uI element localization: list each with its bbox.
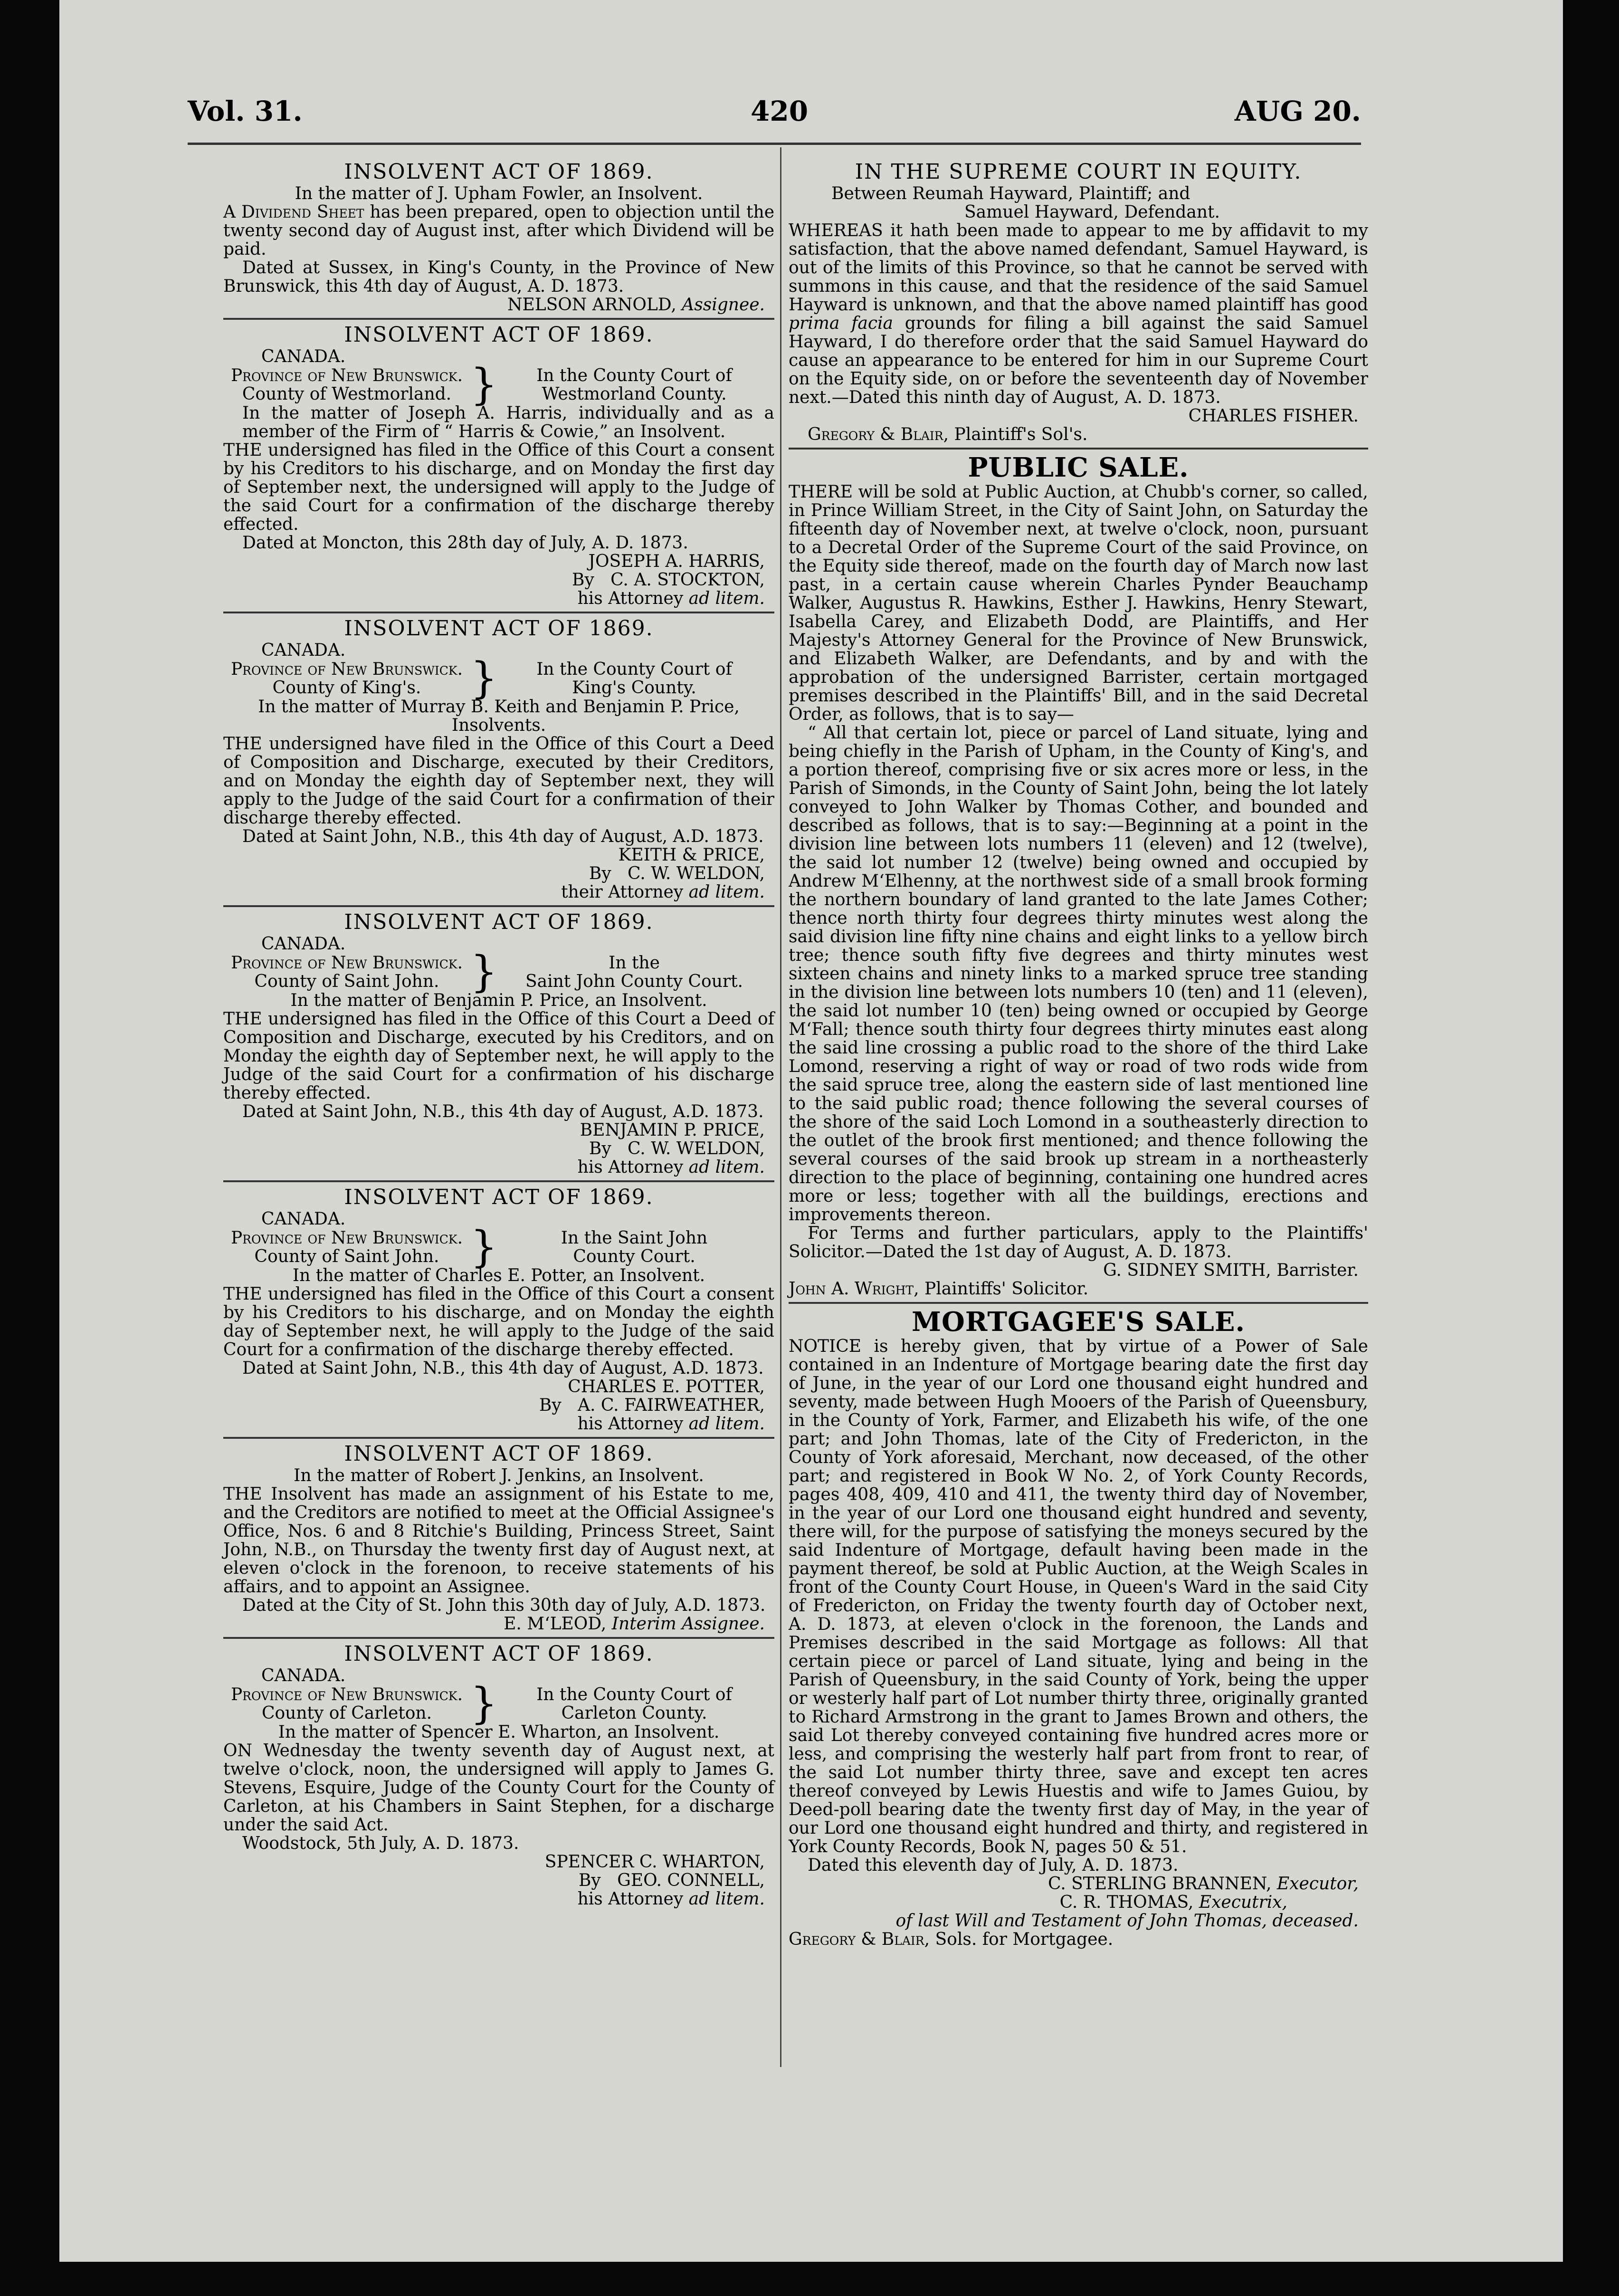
attorney-role: their Attorney	[561, 882, 684, 902]
insolvent-notice-price	[223, 907, 774, 1182]
notice-signer: BENJAMIN P. PRICE,	[580, 1120, 765, 1140]
notice-solicitor	[789, 1280, 1368, 1298]
attorney-name: C. W. WELDON,	[628, 1139, 765, 1158]
notice-matter: In the matter of Joseph A. Harris, individually and as a member of the Firm of “ Harris & Cowie,” an Insolvent.	[242, 403, 774, 441]
notice-body: THE undersigned has filed in the Office of this Court a consent by his Creditors to his discharge, and on Monday the first day of September next, the undersigned will apply to the Judge of the said Court for a confirmation of the discharge thereby effected.	[223, 440, 774, 534]
notice-attorney	[223, 571, 774, 589]
will-line: of last Will and Testament of John Thomas, deceased.	[895, 1911, 1359, 1931]
page-number: 420	[751, 95, 809, 127]
attorney-role: his Attorney	[577, 1158, 684, 1177]
court-line-2: Carleton County.	[561, 1703, 707, 1723]
notice-title: INSOLVENT ACT OF 1869.	[344, 1442, 654, 1466]
executrix-role: Executrix,	[1199, 1893, 1287, 1912]
notice-dated: Dated at Sussex, in King's County, in the Province of New Brunswick, this 4th day of August, A. D. 1873.	[223, 258, 774, 296]
court-line-2: County Court.	[573, 1247, 695, 1266]
attorney-name: GEO. CONNELL,	[617, 1871, 765, 1890]
solicitor-firm: Gregory & Blair,	[808, 425, 949, 444]
notice-signer: KEITH & PRICE,	[618, 845, 765, 865]
notice-signer	[223, 296, 774, 314]
notice-body: THE Insolvent has made an assignment of his Estate to me, and the Creditors are notified to meet at the Official Assignee's Office, Nos. 6 and 8 Ritchie's Building, Princess Street, Saint John, N.B., on Thursday the twenty first day of August next, at eleven o'clock in the forenoon, to receive statements of his affairs, and to appoint an Assignee.	[223, 1484, 774, 1597]
ad-litem: ad litem.	[688, 1414, 765, 1434]
notice-canada: CANADA.	[261, 347, 346, 366]
by-label: By	[539, 1396, 562, 1415]
attorney-name: C. A. STOCKTON,	[610, 570, 765, 590]
notice-title: INSOLVENT ACT OF 1869.	[344, 616, 654, 641]
solicitor-firm: Gregory & Blair,	[789, 1930, 930, 1949]
insolvent-notice-fowler	[223, 157, 774, 320]
executrix-line	[789, 1893, 1368, 1912]
body-part-a: WHEREAS it hath been made to appear to me by affidavit to my satisfaction, that the above named defendant, Samuel Hayward, is out of the limits of this Province, so that he cannot be served with summons in this cause, and that the residence of the said Samuel Hayward is unknown, and that the above named plaintiff has good	[789, 221, 1368, 315]
notice-attorney-role	[223, 1158, 774, 1177]
notice-title: MORTGAGEE'S SALE.	[912, 1306, 1245, 1338]
insolvent-notice-potter	[223, 1182, 774, 1439]
court-line-1: In the County Court of	[536, 660, 732, 679]
header-rule	[188, 143, 1361, 145]
notice-title: INSOLVENT ACT OF 1869.	[344, 910, 654, 934]
solicitor-role: Sols. for Mortgagee.	[930, 1930, 1114, 1949]
solicitor-role: Plaintiffs' Solicitor.	[919, 1279, 1089, 1299]
court-line-1: In the County Court of	[536, 1685, 732, 1704]
notice-terms: For Terms and further particulars, apply to the Plaintiffs' Solicitor.—Dated the 1st day of August, A. D. 1873.	[789, 1224, 1368, 1262]
attorney-role: his Attorney	[577, 1414, 684, 1434]
county-line: County of Carleton.	[261, 1703, 432, 1723]
province-line: Province of New Brunswick.	[230, 1228, 463, 1248]
notice-attorney	[223, 864, 774, 883]
volume-label: Vol. 31.	[188, 95, 303, 127]
by-label: By	[589, 1139, 611, 1158]
insolvent-notice-wharton	[223, 1639, 774, 1912]
column-divider	[780, 147, 781, 2067]
notice-body: NOTICE is hereby given, that by virtue of a Power of Sale contained in an Indenture of Mortgage bearing date the first day of June, in the year of our Lord one thousand eight hundred and seventy, made between Hugh Mooers of the Parish of Queensbury, in the County of York, Farmer, and Elizabeth his wife, of the one part; and John Thomas, late of the City of Fredericton, in the County of York aforesaid, Merchant, now deceased, of the other part; and registered in Book W No. 2, of York County Records, pages 408, 409, 410 and 411, the twenty third day of November, in the year of our Lord one thousand eight hundred and seventy, there will, for the purpose of satisfying the moneys secured by the said Indenture of Mortgage, default having been made in the payment thereof, be sold at Public Auction, at the Weigh Scales in front of the County Court House, in Queen's Ward in the said City of Fredericton, on Friday the twenty fourth day of October next, A. D. 1873, at eleven o'clock in the forenoon, the Lands and Premises described in the said Mortgage as follows: All that certain piece or parcel of Land situate, lying and being in the Parish of Queensbury, in the said County of York, being the upper or westerly half part of Lot number thirty three, originally granted to Richard Armstrong in the grant to James Brown and others, the said Lot thereby conveyed containing five hundred acres more or less, and comprising the westerly half part from front to rear, of the said Lot number thirty three, save and except ten acres thereof conveyed by Lewis Huestis and wife to James Guiou, by Deed-poll bearing date the twenty first day of May, in the year of our Lord one thousand eight hundred and thirty, and registered in York County Records, Book N, pages 50 & 51.	[789, 1337, 1368, 1856]
attorney-name: C. W. WELDON,	[628, 864, 765, 883]
court-line-1: In the	[609, 953, 660, 973]
notice-body: THERE will be sold at Public Auction, at Chubb's corner, so called, in Prince William Street, in the City of Saint John, on Saturday the fifteenth day of November next, at twelve o'clock, noon, pursuant to a Decretal Order of the Supreme Court of the said Province, on the Equity side thereof, made on the fourth day of March now last past, in a certain cause wherein Charles Pynder Beauchamp Walker, Augustus R. Hawkins, Esther J. Hawkins, Henry Stewart, Isabella Carey, and Elizabeth Dodd, are Plaintiffs, and Her Majesty's Attorney General for the Province of New Brunswick, and Elizabeth Walker, are Defendants, and by and with the approbation of the undersigned Barrister, certain mortgaged premises described in the Plaintiffs' Bill, and in the said Decretal Order, as follows, that is to say—	[789, 482, 1368, 724]
notice-signer: SPENCER C. WHARTON,	[544, 1852, 765, 1872]
notice-dated: Dated at Saint John, N.B., this 4th day of August, A.D. 1873.	[242, 1358, 764, 1378]
province-line: Province of New Brunswick.	[230, 953, 463, 973]
notice-title: INSOLVENT ACT OF 1869.	[344, 323, 654, 347]
notice-jurisdiction	[223, 947, 774, 997]
notice-matter: In the matter of J. Upham Fowler, an Insolvent.	[295, 184, 703, 203]
parties-line-1: Between Reumah Hayward, Plaintiff; and	[831, 184, 1190, 203]
notice-attorney-role	[223, 883, 774, 901]
insolvent-notice-harris	[223, 320, 774, 613]
notice-body: THE undersigned has filed in the Office of this Court a Deed of Composition and Discharge, executed by his Creditors, and on Monday the eighth day of September next, he will apply to the Judge of the said Court for a confirmation of his discharge thereby effected.	[223, 1009, 774, 1103]
signer-role: Assignee.	[682, 295, 765, 315]
notice-title: INSOLVENT ACT OF 1869.	[344, 1642, 654, 1666]
by-label: By	[589, 864, 611, 883]
notice-dated: Dated at Moncton, this 28th day of July, A. D. 1873.	[242, 533, 688, 553]
notice-attorney	[223, 1396, 774, 1415]
parties-line-2: Samuel Hayward, Defendant.	[964, 202, 1220, 222]
ad-litem: ad litem.	[688, 1158, 765, 1177]
notice-canada: CANADA.	[261, 934, 346, 954]
public-sale-notice	[789, 450, 1368, 1304]
county-line: County of Westmorland.	[242, 384, 452, 404]
province-line: Province of New Brunswick.	[230, 366, 463, 385]
court-line-1: In the Saint John	[561, 1228, 708, 1248]
body-part-b: grounds for filing a bill against the said Samuel Hayward, I do therefore order that the said Samuel Hayward do cause an appearance to be entered for him in our Supreme Court on the Equity side, on or before the seventeenth day of November next.—Dated this ninth day of August, A. D. 1873.	[789, 314, 1368, 407]
province-line: Province of New Brunswick.	[230, 1685, 463, 1704]
court-line-2: Saint John County Court.	[525, 972, 743, 991]
notice-dated: Woodstock, 5th July, A. D. 1873.	[242, 1834, 519, 1853]
notice-dated: Dated at Saint John, N.B., this 4th day of August, A.D. 1873.	[242, 1102, 764, 1121]
notice-solicitors	[789, 1930, 1368, 1949]
notice-canada: CANADA.	[261, 641, 346, 660]
notice-title: INSOLVENT ACT OF 1869.	[344, 160, 654, 184]
brace-icon: }	[470, 360, 498, 410]
notice-matter: In the matter of Robert J. Jenkins, an Insolvent.	[294, 1466, 704, 1485]
signer-name: E. M‘LEOD,	[504, 1614, 607, 1634]
court-line-1: In the County Court of	[536, 366, 732, 385]
notice-attorney	[223, 1139, 774, 1158]
page-header	[188, 95, 1361, 147]
notice-canada: CANADA.	[261, 1209, 346, 1229]
body-italic: prima facia	[789, 314, 893, 333]
notice-attorney-role	[223, 1415, 774, 1433]
notice-dated: Dated at the City of St. John this 30th day of July, A.D. 1873.	[242, 1596, 766, 1615]
signer-name: NELSON ARNOLD,	[507, 295, 676, 315]
left-column	[223, 157, 774, 1912]
notice-matter: In the matter of Charles E. Potter, an Insolvent.	[292, 1266, 705, 1285]
notice-jurisdiction	[223, 653, 774, 703]
executor-name: C. STERLING BRANNEN,	[1048, 1874, 1272, 1894]
notice-dated: Dated this eleventh day of July, A. D. 1873.	[808, 1856, 1179, 1875]
notice-matter: In the matter of Spencer E. Wharton, an Insolvent.	[278, 1722, 720, 1742]
province-line: Province of New Brunswick.	[230, 660, 463, 679]
notice-jurisdiction	[223, 1222, 774, 1272]
ad-litem: ad litem.	[688, 589, 765, 608]
notice-title: PUBLIC SALE.	[968, 452, 1189, 483]
notice-quote: “ All that certain lot, piece or parcel of Land situate, lying and being chiefly in the Parish of Upham, in the County of King's, and a portion thereof, comprising five or six acres more or less, in the Parish of Simonds, in the County of Saint John, being the lot lately conveyed to John Walker by Thomas Cother, and bounded and described as follows, that is to say:—Beginning at a point in the division line between lots numbers 11 (eleven) and 12 (twelve), the said lot number 12 (twelve) being owned and occupied by Andrew M‘Elhenny, at the northwest side of a small brook forming the northern boundary of land granted to the late James Cother; thence north thirty four degrees thirty minutes west along the said division line fifty nine chains and eight links to a yellow birch tree; thence south fifty five degrees and thirty minutes west sixteen chains and ninety links to a marked spruce tree standing in the division line between lots numbers 10 (ten) and 11 (eleven), the said lot number 10 (ten) being owned or occupied by George M‘Fall; thence south thirty four degrees thirty minutes east along the said line crossing a public road to the shore of the third Lake Lomond, reserving a right of way or road of two rods wide from the said spruce tree, along the eastern side of last mentioned line to the said public road; thence following the several courses of the shore of the said Loch Lomond in a southeasterly direction to the outlet of the brook first mentioned; and thence following the several courses of the said brook up stream in a northeasterly direction to the place of beginning, containing one hundred acres more or less; together with all the buildings, erections and improvements thereon.	[789, 723, 1368, 1225]
notice-title: INSOLVENT ACT OF 1869.	[344, 1185, 654, 1209]
notice-attorney-role	[223, 589, 774, 608]
equity-notice	[789, 157, 1368, 450]
notice-lead: A Dividend Sheet	[223, 202, 364, 222]
attorney-role: his Attorney	[577, 1889, 684, 1909]
notice-matter: In the matter of Murray B. Keith and Benjamin P. Price, Insolvents.	[258, 697, 740, 735]
signer-role: Interim Assignee.	[611, 1614, 765, 1634]
notice-body: THE undersigned has filed in the Office of this Court a consent by his Creditors to his discharge, and on Monday the eighth day of September next, he will apply to the Judge of the said Court for a confirmation of the discharge thereby effected.	[223, 1284, 774, 1359]
executor-role: Executor,	[1276, 1874, 1359, 1894]
brace-icon: }	[470, 1679, 498, 1729]
notice-dated: Dated at Saint John, N.B., this 4th day of August, A.D. 1873.	[242, 827, 764, 846]
executor-line	[789, 1875, 1368, 1893]
notice-signer	[223, 1615, 774, 1633]
attorney-name: A. C. FAIRWEATHER,	[578, 1396, 765, 1415]
notice-solicitors	[789, 425, 1368, 444]
ad-litem: ad litem.	[688, 882, 765, 902]
notice-canada: CANADA.	[261, 1666, 346, 1685]
executrix-name: C. R. THOMAS,	[1059, 1893, 1194, 1912]
issue-date: AUG 20.	[1234, 95, 1361, 127]
by-label: By	[572, 570, 594, 590]
notice-body: ON Wednesday the twenty seventh day of August next, at twelve o'clock, noon, the undersigned will apply to James G. Stevens, Esquire, Judge of the County Court for the County of Carleton, at his Chambers in Saint Stephen, for a discharge under the said Act.	[223, 1741, 774, 1835]
notice-signer: G. SIDNEY SMITH, Barrister.	[1103, 1261, 1359, 1280]
notice-signer: JOSEPH A. HARRIS,	[588, 552, 765, 571]
insolvent-notice-jenkins	[223, 1439, 774, 1639]
insolvent-notice-keith-price	[223, 613, 774, 907]
notice-matter: In the matter of Benjamin P. Price, an Insolvent.	[290, 991, 707, 1010]
county-line: County of King's.	[272, 678, 421, 698]
notice-jurisdiction	[223, 360, 774, 410]
notice-body: THE undersigned have filed in the Office of this Court a Deed of Composition and Discharge, executed by their Creditors, and on Monday the eighth day of September next, they will apply to the Judge of the said Court for a confirmation of their discharge thereby effected.	[223, 734, 774, 828]
notice-attorney	[223, 1871, 774, 1890]
by-label: By	[578, 1871, 601, 1890]
notice-title: IN THE SUPREME COURT IN EQUITY.	[855, 160, 1302, 184]
notice-jurisdiction	[223, 1679, 774, 1729]
right-column	[789, 157, 1368, 1952]
notice-body-text: has been prepared, open to objection until the twenty second day of August inst, after which Dividend will be paid.	[223, 202, 775, 259]
attorney-role: his Attorney	[577, 589, 684, 608]
court-line-2: Westmorland County.	[542, 384, 727, 404]
notice-signer: CHARLES E. POTTER,	[568, 1377, 765, 1397]
solicitor-name: John A. Wright,	[789, 1279, 919, 1299]
notice-body	[223, 203, 774, 258]
brace-icon: }	[470, 947, 498, 997]
solicitor-role: Plaintiff's Sol's.	[949, 425, 1088, 444]
court-line-2: King's County.	[572, 678, 696, 698]
notice-attorney-role	[223, 1890, 774, 1908]
mortgagee-sale-notice	[789, 1304, 1368, 1952]
notice-signer: CHARLES FISHER.	[1188, 406, 1359, 426]
brace-icon: }	[470, 653, 498, 703]
notice-body	[789, 221, 1368, 407]
brace-icon: }	[470, 1222, 498, 1272]
county-line: County of Saint John.	[254, 972, 439, 991]
county-line: County of Saint John.	[254, 1247, 439, 1266]
ad-litem: ad litem.	[688, 1889, 765, 1909]
